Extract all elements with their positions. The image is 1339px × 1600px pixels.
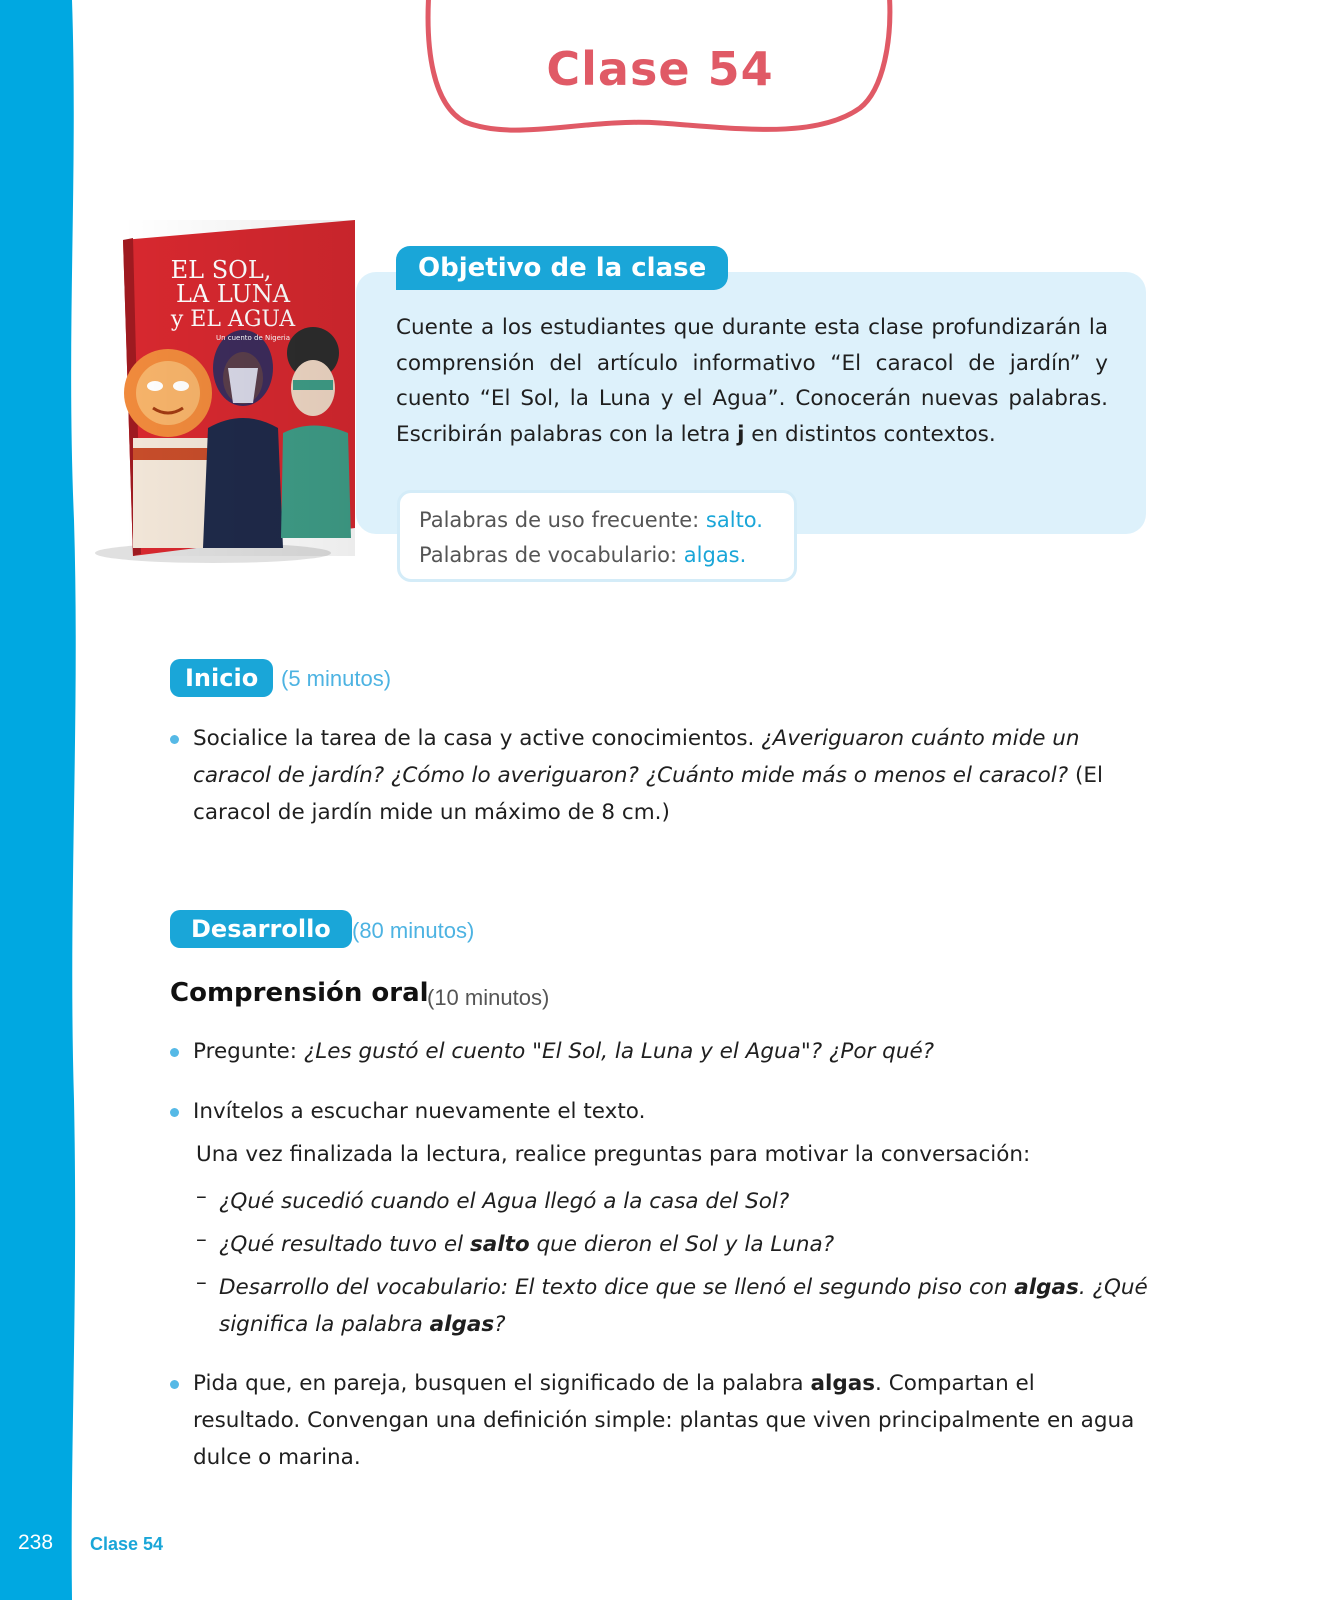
bullet-dot <box>170 1108 175 1113</box>
desarrollo-label: Desarrollo <box>170 910 352 948</box>
objective-text-main: Cuente a los estudiantes que durante esta clase profundizarán la comprensión del artículo informativo “El caracol de jardín” y cuento “El Sol, la Luna y el Agua”. Conocerán nuevas palabras. Escribirán palabras con la letra <box>396 315 1108 447</box>
page-title: Clase 54 <box>546 42 774 96</box>
b3-bold: algas <box>810 1371 876 1396</box>
desarrollo-bullet-3 <box>193 1365 1148 1476</box>
book-title-line-1: EL SOL, <box>170 256 272 284</box>
question-3-end: ? <box>494 1312 506 1337</box>
side-color-band <box>0 0 80 1600</box>
desarrollo-bullet-2-sub: Una vez finalizada la lectura, realice preguntas para motivar la conversación: <box>196 1142 1031 1167</box>
vocab-word: algas. <box>683 543 747 567</box>
frequent-word: salto. <box>705 508 763 532</box>
inicio-text: Socialice la tarea de la casa y active conocimientos. <box>193 726 762 751</box>
book-cover-image <box>93 218 363 578</box>
objective-bold-letter: j <box>737 421 745 447</box>
objective-label: Objetivo de la clase <box>396 246 728 290</box>
question-1-text: ¿Qué sucedió cuando el Agua llegó a la casa del Sol? <box>219 1189 790 1214</box>
footer-class-label: Clase 54 <box>90 1534 164 1554</box>
inicio-questions: ¿Averiguaron cuánto mide un caracol de jardín? ¿Cómo lo averiguaron? ¿Cuánto mide más o menos el caracol? <box>193 726 1080 788</box>
question-2-end: que dieron el Sol y la Luna? <box>529 1232 835 1257</box>
frequent-words-label: Palabras de uso frecuente: <box>419 508 706 532</box>
question-3-text: Desarrollo del vocabulario: El texto dice que se llenó el segundo piso con <box>219 1275 1015 1300</box>
b3-text: Pida que, en pareja, busquen el significado de la palabra <box>193 1371 811 1396</box>
inicio-label: Inicio <box>170 659 273 697</box>
bullet-dot <box>170 1048 175 1053</box>
question-3-bold-2: algas <box>429 1312 495 1337</box>
question-1 <box>219 1183 1149 1220</box>
inicio-text-end: (El caracol de jardín mide un máximo de 8 cm.) <box>193 763 1103 825</box>
question-3-mid: . ¿Qué significa la palabra <box>219 1275 1148 1337</box>
book-title-line-2: LA LUNA <box>175 280 291 308</box>
bullet-dot <box>170 735 175 740</box>
question-2-bold: salto <box>469 1232 530 1257</box>
objective-text-end: en distintos contextos. <box>744 421 996 447</box>
key-words-box <box>397 490 797 582</box>
vocab-words-line <box>419 538 794 573</box>
page-number: 238 <box>18 1531 54 1554</box>
question-3 <box>219 1269 1149 1343</box>
desarrollo-bullet-2: Invítelos a escuchar nuevamente el texto. <box>193 1099 646 1124</box>
vocab-words-label: Palabras de vocabulario: <box>419 543 684 567</box>
question-2-text: ¿Qué resultado tuvo el <box>219 1232 470 1257</box>
book-title-line-3: y EL AGUA <box>170 307 296 332</box>
question-2 <box>219 1226 1149 1263</box>
inicio-bullet-text <box>193 720 1148 831</box>
question-3-bold-1: algas <box>1014 1275 1079 1300</box>
frequent-words-line <box>419 503 794 538</box>
inicio-time: (5 minutos) <box>281 666 392 691</box>
comprension-oral-time: (10 minutos) <box>427 985 550 1010</box>
b1-text: Pregunte: <box>193 1039 304 1064</box>
b1-question: ¿Les gustó el cuento "El Sol, la Luna y el Agua"? ¿Por qué? <box>303 1039 935 1064</box>
comprension-oral-heading: Comprensión oral <box>170 978 429 1008</box>
dash-marker: – <box>196 1184 207 1209</box>
b3-text-end: . Compartan el resultado. Convengan una definición simple: plantas que viven principalmente en agua dulce o marina. <box>193 1371 1135 1470</box>
bullet-dot <box>170 1380 175 1385</box>
dash-marker: – <box>196 1270 207 1295</box>
desarrollo-bullet-1 <box>193 1033 1148 1070</box>
book-subtitle: Un cuento de Nigeria <box>215 334 291 342</box>
objective-text <box>396 310 1108 452</box>
dash-marker: – <box>196 1227 207 1252</box>
desarrollo-time: (80 minutos) <box>352 918 475 943</box>
